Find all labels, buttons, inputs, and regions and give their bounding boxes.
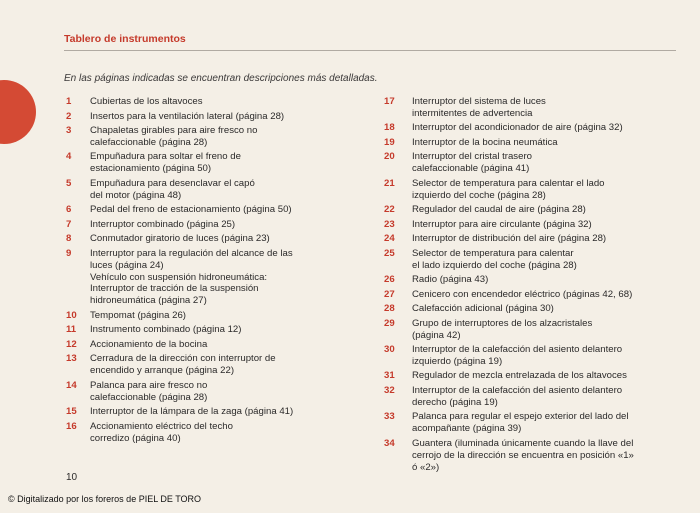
item-number: 15	[66, 406, 77, 418]
list-item	[378, 96, 678, 120]
item-number: 6	[66, 204, 72, 216]
list-item	[62, 178, 362, 202]
item-number: 32	[384, 384, 395, 396]
item-number: 22	[384, 204, 395, 216]
item-text: Palanca para regular el espejo exterior del lado del acompañante (página 39)	[412, 411, 629, 435]
item-number: 20	[384, 151, 395, 163]
item-number: 4	[66, 151, 72, 163]
item-text: Accionamiento eléctrico del techo corredizo (página 40)	[90, 420, 233, 444]
item-text: Pedal del freno de estacionamiento (página 50)	[90, 204, 292, 216]
list-item	[378, 248, 678, 272]
item-number: 34	[384, 437, 395, 449]
list-item	[378, 137, 678, 149]
item-number: 11	[66, 324, 77, 336]
right-item-list	[378, 96, 678, 476]
item-number: 7	[66, 218, 72, 230]
item-text: Selector de temperatura para calentar el lado izquierdo del coche (página 28)	[412, 177, 605, 201]
item-text: Interruptor del acondicionador de aire (página 32)	[412, 122, 623, 134]
red-circle-decoration	[0, 80, 36, 144]
item-text: Empuñadura para soltar el freno de estacionamiento (página 50)	[90, 151, 241, 175]
list-item	[62, 310, 362, 322]
item-text: Interruptor de la bocina neumática	[412, 136, 558, 148]
left-item-list	[62, 96, 362, 447]
item-number: 12	[66, 338, 77, 350]
item-number: 28	[384, 303, 395, 315]
item-text: Interruptor combinado (página 25)	[90, 218, 236, 230]
item-number: 13	[66, 353, 77, 365]
list-item	[378, 303, 678, 315]
item-number: 3	[66, 125, 72, 136]
item-text: Interruptor del cristal trasero calefaccionable (página 41)	[412, 151, 532, 175]
item-number: 16	[66, 420, 77, 432]
item-text: Interruptor de distribución del aire (página 28)	[412, 233, 607, 245]
list-item	[378, 438, 678, 474]
item-text: Regulador de mezcla entrelazada de los altavoces	[412, 370, 627, 382]
item-text: Selector de temperatura para calentar el lado izquierdo del coche (página 28)	[412, 247, 577, 271]
item-text: Accionamiento de la bocina	[90, 338, 208, 350]
item-text: Chapaletas girables para aire fresco no calefaccionable (página 28)	[90, 125, 258, 148]
page-number: 10	[66, 472, 78, 483]
list-item	[378, 370, 678, 382]
item-number: 1	[66, 96, 72, 107]
item-number: 30	[384, 344, 395, 356]
item-text: Radio (página 43)	[412, 274, 489, 286]
item-text: Conmutador giratorio de luces (página 23)	[90, 233, 270, 245]
item-number: 8	[66, 233, 72, 245]
item-number: 14	[66, 379, 77, 391]
header-divider	[64, 50, 676, 51]
list-item	[62, 111, 362, 123]
list-item	[378, 411, 678, 435]
item-number: 2	[66, 110, 72, 122]
item-number: 21	[384, 177, 395, 189]
list-item	[378, 233, 678, 245]
item-number: 33	[384, 411, 395, 423]
item-text: Interruptor de la calefacción del asiento delantero izquierdo (página 19)	[412, 344, 623, 367]
item-number: 18	[384, 122, 395, 134]
list-item	[62, 353, 362, 377]
item-text: Tempomat (página 26)	[90, 309, 186, 321]
list-item	[62, 339, 362, 351]
item-text: Interruptor de la calefacción del asiento delantero derecho (página 19)	[412, 384, 623, 408]
list-item	[378, 344, 678, 368]
list-item	[62, 380, 362, 404]
item-text: Interruptor de la lámpara de la zaga (página 41)	[90, 406, 294, 418]
intro-text: En las páginas indicadas se encuentran descripciones más detalladas.	[64, 73, 378, 84]
item-text: Instrumento combinado (página 12)	[90, 324, 242, 336]
item-text: Interruptor para la regulación del alcance de las luces (página 24) Vehículo con suspensión hidroneumática: Interruptor de tracción de la suspensión hidroneumática (página 27)	[90, 247, 293, 307]
item-number: 19	[384, 136, 395, 148]
list-item	[378, 385, 678, 409]
list-item	[62, 406, 362, 418]
item-text: Palanca para aire fresco no calefaccionable (página 28)	[90, 379, 208, 403]
item-number: 9	[66, 247, 72, 259]
item-number: 24	[384, 233, 395, 245]
item-text: Guantera (iluminada únicamente cuando la llave del cerrojo de la dirección se encuentra en posición «1» ó «2»)	[412, 437, 634, 473]
item-number: 10	[66, 309, 77, 321]
item-text: Interruptor del sistema de luces intermitentes de advertencia	[412, 96, 546, 119]
list-item	[62, 421, 362, 445]
item-number: 17	[384, 96, 395, 107]
item-text: Cenicero con encendedor eléctrico (páginas 42, 68)	[412, 288, 633, 300]
footer-credit: © Digitalizado por los foreros de PIEL DE TORO	[8, 494, 202, 504]
list-item	[378, 289, 678, 301]
list-item	[62, 204, 362, 216]
list-item	[378, 151, 678, 175]
item-text: Empuñadura para desenclavar el capó del motor (página 48)	[90, 177, 255, 201]
list-item	[378, 178, 678, 202]
list-item	[62, 248, 362, 308]
item-number: 26	[384, 274, 395, 286]
list-item	[378, 219, 678, 231]
item-text: Interruptor para aire circulante (página 32)	[412, 218, 592, 230]
item-text: Insertos para la ventilación lateral (página 28)	[90, 110, 285, 122]
item-text: Calefacción adicional (página 30)	[412, 303, 554, 315]
item-number: 25	[384, 247, 395, 259]
item-number: 29	[384, 317, 395, 329]
item-text: Regulador del caudal de aire (página 28)	[412, 204, 586, 216]
list-item	[378, 318, 678, 342]
list-item	[378, 274, 678, 286]
item-text: Cubiertas de los altavoces	[90, 96, 203, 107]
item-number: 5	[66, 177, 72, 189]
list-item	[62, 151, 362, 175]
list-item	[62, 324, 362, 336]
list-item	[62, 219, 362, 231]
list-item	[62, 96, 362, 108]
list-item	[62, 125, 362, 149]
item-text: Cerradura de la dirección con interruptor de encendido y arranque (página 22)	[90, 353, 276, 377]
list-item	[378, 204, 678, 216]
item-number: 31	[384, 370, 395, 382]
item-number: 23	[384, 218, 395, 230]
item-number: 27	[384, 288, 395, 300]
list-item	[62, 233, 362, 245]
item-text: Grupo de interruptores de los alzacristales (página 42)	[412, 317, 593, 341]
page-title: Tablero de instrumentos	[64, 33, 186, 45]
list-item	[378, 122, 678, 134]
